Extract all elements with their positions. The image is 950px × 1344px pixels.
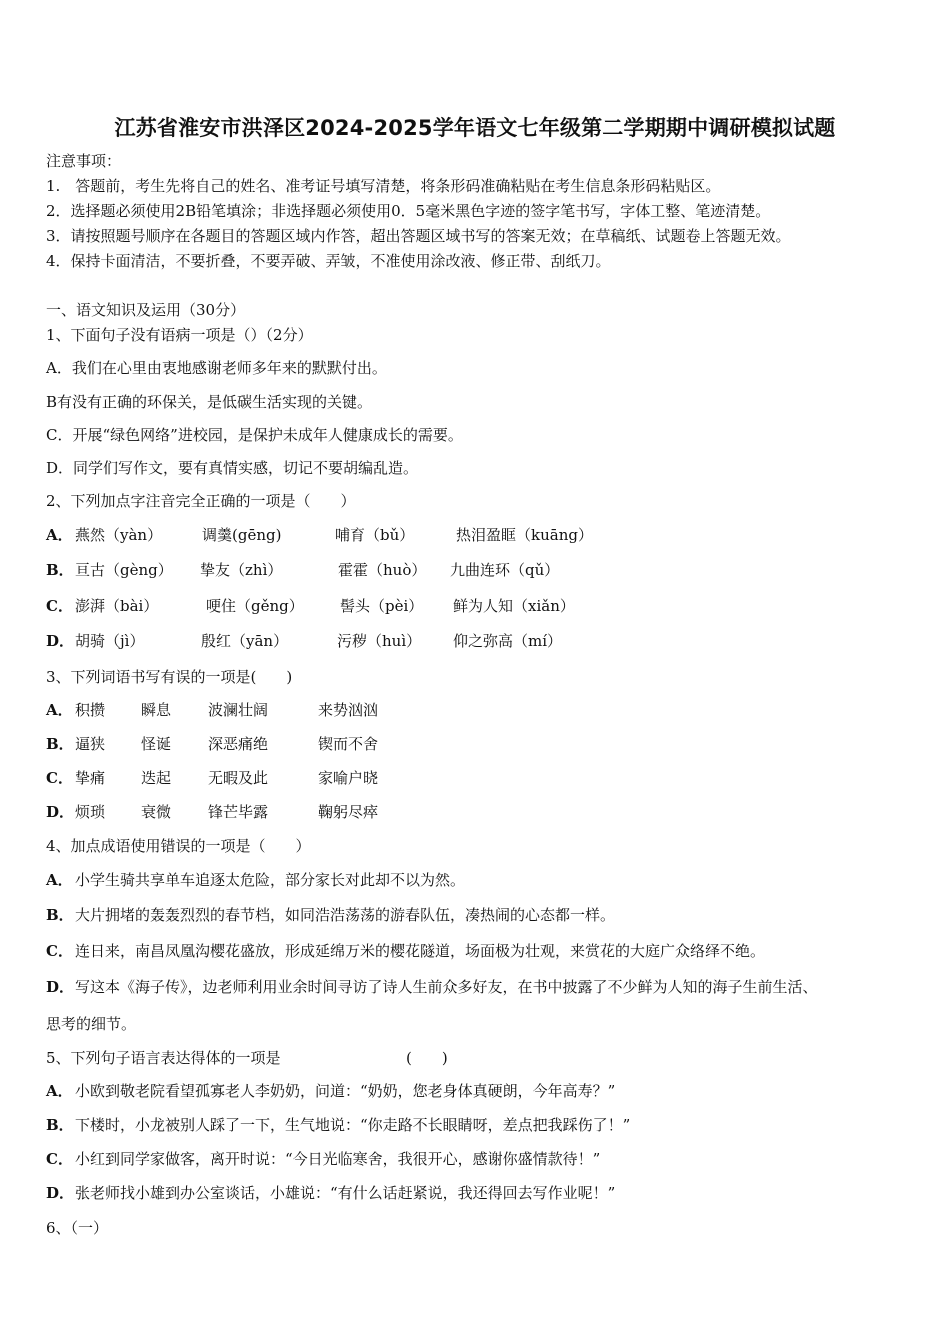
option-item: 挚友（zhì）	[200, 561, 283, 579]
option-item: 调羹(gēng)	[202, 526, 282, 544]
option-continuation: 思考的细节。	[46, 1015, 137, 1033]
option-item: 积攒	[75, 701, 106, 719]
option-item: 锋芒毕露	[208, 803, 269, 821]
option-item: 锲而不舍	[318, 735, 379, 753]
option-item: 澎湃（bài）	[75, 597, 159, 615]
option-label: A．	[46, 1082, 73, 1100]
option-item: 瞬息	[141, 701, 172, 719]
question-stem: 1、下面句子没有语病一项是（）（2分）	[46, 326, 313, 344]
option-label: A．	[46, 701, 73, 719]
option-line: A．我们在心里由衷地感谢老师多年来的默默付出。	[46, 359, 387, 377]
question-stem: 2、下列加点字注音完全正确的一项是（ ）	[46, 492, 356, 510]
page-title: 江苏省淮安市洪泽区2024-2025学年语文七年级第二学期期中调研模拟试题	[114, 116, 836, 140]
option-label: D．	[46, 803, 75, 821]
option-text: 下楼时，小龙被别人踩了一下，生气地说：“你走路不长眼睛呀，差点把我踩伤了！”	[75, 1116, 631, 1134]
option-label: D．	[46, 1184, 75, 1202]
option-item: 哺育（bǔ）	[335, 526, 415, 544]
option-label: B．	[46, 1116, 74, 1134]
option-item: 挚痛	[75, 769, 106, 787]
option-item: 怪诞	[141, 735, 172, 753]
question-stem-text: 5、下列句子语言表达得体的一项是	[46, 1049, 281, 1067]
option-item: 亘古（gèng）	[75, 561, 173, 579]
question-stem: 4、加点成语使用错误的一项是（ ）	[46, 837, 311, 855]
option-label: A．	[46, 526, 73, 544]
question-stem: 6、（一）	[46, 1219, 109, 1237]
option-text: 写这本《海子传》，边老师利用业余时间寻访了诗人生前众多好友，在书中披露了不少鲜为人知的海子生前生活、	[75, 978, 818, 996]
option-label: D．	[46, 978, 75, 996]
option-label: C．	[46, 597, 73, 615]
option-text: 张老师找小雄到办公室谈话，小雄说：“有什么话赶紧说，我还得回去写作业呢！”	[75, 1184, 616, 1202]
option-line: C．开展“绿色网络”进校园，是保护未成年人健康成长的需要。	[46, 426, 463, 444]
option-label: B．	[46, 906, 74, 924]
option-item: 胡骑（jì）	[75, 632, 145, 650]
option-item: 九曲连环（qǔ）	[450, 561, 560, 579]
option-item: 烦琐	[75, 803, 106, 821]
option-item: 哽住（gěng）	[206, 597, 304, 615]
option-item: 深恶痛绝	[208, 735, 269, 753]
option-item: 髻头（pèi）	[340, 597, 424, 615]
option-item: 仰之弥高（mí）	[453, 632, 563, 650]
option-text: 小欧到敬老院看望孤寡老人李奶奶，问道：“奶奶，您老身体真硬朗，今年高寿？”	[75, 1082, 616, 1100]
option-item: 来势汹汹	[318, 701, 379, 719]
option-item: 热泪盈眶（kuāng）	[456, 526, 593, 544]
option-item: 霍霍（huò）	[338, 561, 427, 579]
option-item: 鲜为人知（xiǎn）	[453, 597, 575, 615]
option-text: 连日来，南昌凤凰沟樱花盛放，形成延绵万米的樱花隧道，场面极为壮观，来赏花的大庭广众络绎不绝。	[75, 942, 766, 960]
option-item: 燕然（yàn）	[75, 526, 163, 544]
option-item: 迭起	[141, 769, 172, 787]
option-label: B．	[46, 735, 74, 753]
option-item: 家喻户晓	[318, 769, 379, 787]
option-item: 无暇及此	[208, 769, 269, 787]
notice-item: 3．请按照题号顺序在各题目的答题区域内作答，超出答题区域书写的答案无效；在草稿纸、试题卷上答题无效。	[46, 227, 791, 245]
option-item: 鞠躬尽瘁	[318, 803, 379, 821]
option-line: B有没有正确的环保关，是低碳生活实现的关键。	[46, 393, 373, 411]
option-text: 大片拥堵的轰轰烈烈的春节档，如同浩浩荡荡的游春队伍，凑热闹的心态都一样。	[75, 906, 616, 924]
option-label: C．	[46, 1150, 73, 1168]
option-line: D．同学们写作文，要有真情实感，切记不要胡编乱造。	[46, 459, 419, 477]
option-label: D．	[46, 632, 75, 650]
option-item: 殷红（yān）	[201, 632, 289, 650]
option-text: 小学生骑共享单车追逐太危险，部分家长对此却不以为然。	[75, 871, 466, 889]
section-heading: 一、语文知识及运用（30分）	[46, 301, 246, 319]
option-item: 衰微	[141, 803, 172, 821]
notice-item: 2．选择题必须使用2B铅笔填涂；非选择题必须使用0．5毫米黑色字迹的签字笔书写，字体工整、笔迹清楚。	[46, 202, 771, 220]
option-item: 波澜壮阔	[208, 701, 269, 719]
option-label: B．	[46, 561, 74, 579]
notice-item: 4．保持卡面清洁，不要折叠，不要弄破、弄皱，不准使用涂改液、修正带、刮纸刀。	[46, 252, 611, 270]
answer-paren: ( )	[406, 1049, 448, 1067]
option-text: 小红到同学家做客，离开时说：“今日光临寒舍，我很开心，感谢你盛情款待！”	[75, 1150, 601, 1168]
option-item: 逼狭	[75, 735, 106, 753]
option-label: A．	[46, 871, 73, 889]
question-stem: 3、下列词语书写有误的一项是( )	[46, 668, 293, 686]
notice-item: 1. 答题前，考生先将自己的姓名、准考证号填写清楚，将条形码准确粘贴在考生信息条形码粘贴区。	[46, 177, 721, 195]
option-item: 污秽（huì）	[337, 632, 422, 650]
option-label: C．	[46, 769, 73, 787]
option-label: C．	[46, 942, 73, 960]
notice-heading: 注意事项：	[46, 152, 122, 170]
